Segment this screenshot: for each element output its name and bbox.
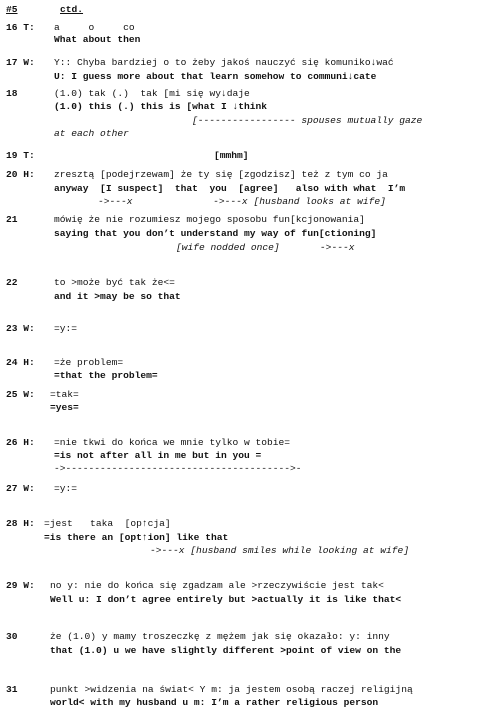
line-25-original: =tak=: [50, 389, 79, 400]
line-28-translation: =is there an [opt↑ion] like that: [44, 532, 229, 543]
line-29-translation: Well u: I don’t agree entirely but >actually it is like that<: [50, 594, 402, 605]
line-20-translation: anyway [I suspect] that you [agree] also with what I’m: [54, 183, 406, 194]
line-number-26: 26 H:: [6, 437, 35, 448]
line-24-translation: =that the problem=: [54, 370, 158, 381]
line-19-original: [mmhm]: [214, 150, 249, 161]
line-21-comment: [wife nodded once] ->---x: [176, 242, 355, 253]
line-number-27: 27 W:: [6, 483, 35, 494]
line-number-31: 31: [6, 684, 18, 695]
line-16-original: a o co: [54, 22, 135, 33]
excerpt-number: #5: [6, 4, 18, 15]
line-23-original: =y:=: [54, 323, 78, 334]
line-number-30: 30: [6, 631, 18, 642]
line-18-comment: [----------------- spouses mutually gaze: [192, 115, 423, 126]
line-20-comment: ->---x ->---x [husband looks at wife]: [98, 196, 386, 207]
line-17-translation: U: I guess more about that learn somehow to communi↓cate: [54, 71, 377, 82]
line-number-20: 20 H:: [6, 169, 35, 180]
line-26-translation: =is not after all in me but in you =: [54, 450, 262, 461]
line-30-original: że (1.0) y mamy troszeczkę z mężem jak się okazało: y: inny: [50, 631, 390, 642]
line-21-translation: saying that you don’t understand my way of fun[ctioning]: [54, 228, 377, 239]
line-number-24: 24 H:: [6, 357, 35, 368]
line-29-original: no y: nie do końca się zgadzam ale >rzeczywiście jest tak<: [50, 580, 384, 591]
line-26-original: =nie tkwi do końca we mnie tylko w tobie=: [54, 437, 291, 448]
line-21-original: mówię że nie rozumiesz mojego sposobu fun[kcjonowania]: [54, 214, 365, 225]
line-22-original: to >może być tak że<=: [54, 277, 175, 288]
line-number-16: 16 T:: [6, 22, 35, 33]
line-17-original: Y:: Chyba bardziej o to żeby jakoś nauczyć się komuniko↓wać: [54, 57, 394, 68]
line-16-translation: What about then: [54, 34, 141, 45]
line-number-22: 22: [6, 277, 18, 288]
excerpt-continued: ctd.: [60, 4, 84, 15]
line-number-28: 28 H:: [6, 518, 35, 529]
line-28-original: =jest taka [op↑cja]: [44, 518, 171, 529]
line-22-translation: and it >may be so that: [54, 291, 181, 302]
line-number-23: 23 W:: [6, 323, 35, 334]
line-18-translation: (1.0) this (.) this is [what I ↓think: [54, 101, 268, 112]
line-31-translation: world< with my husband u m: I’m a rather religious person: [50, 697, 379, 708]
line-number-18: 18: [6, 88, 18, 99]
line-27-original: =y:=: [54, 483, 78, 494]
line-30-translation: that (1.0) u we have slightly different >point of view on the: [50, 645, 402, 656]
line-18-comment-cont: at each other: [54, 128, 129, 139]
line-number-25: 25 W:: [6, 389, 35, 400]
line-25-translation: =yes=: [50, 402, 79, 413]
line-26-gaze-line: ->--------------------------------------->-: [54, 463, 302, 474]
line-number-19: 19 T:: [6, 150, 35, 161]
line-20-original: zresztą [podejrzewam] że ty się [zgodzisz] też z tym co ja: [54, 169, 388, 180]
line-18-original: (1.0) tak (.) tak [mi się wy↓daje: [54, 88, 250, 99]
line-number-29: 29 W:: [6, 580, 35, 591]
line-31-original: punkt >widzenia na świat< Y m: ja jestem osobą raczej religijną: [50, 684, 413, 695]
line-28-comment: ->---x [husband smiles while looking at wife]: [150, 545, 410, 556]
line-number-21: 21: [6, 214, 18, 225]
line-24-original: =że problem=: [54, 357, 124, 368]
line-number-17: 17 W:: [6, 57, 35, 68]
